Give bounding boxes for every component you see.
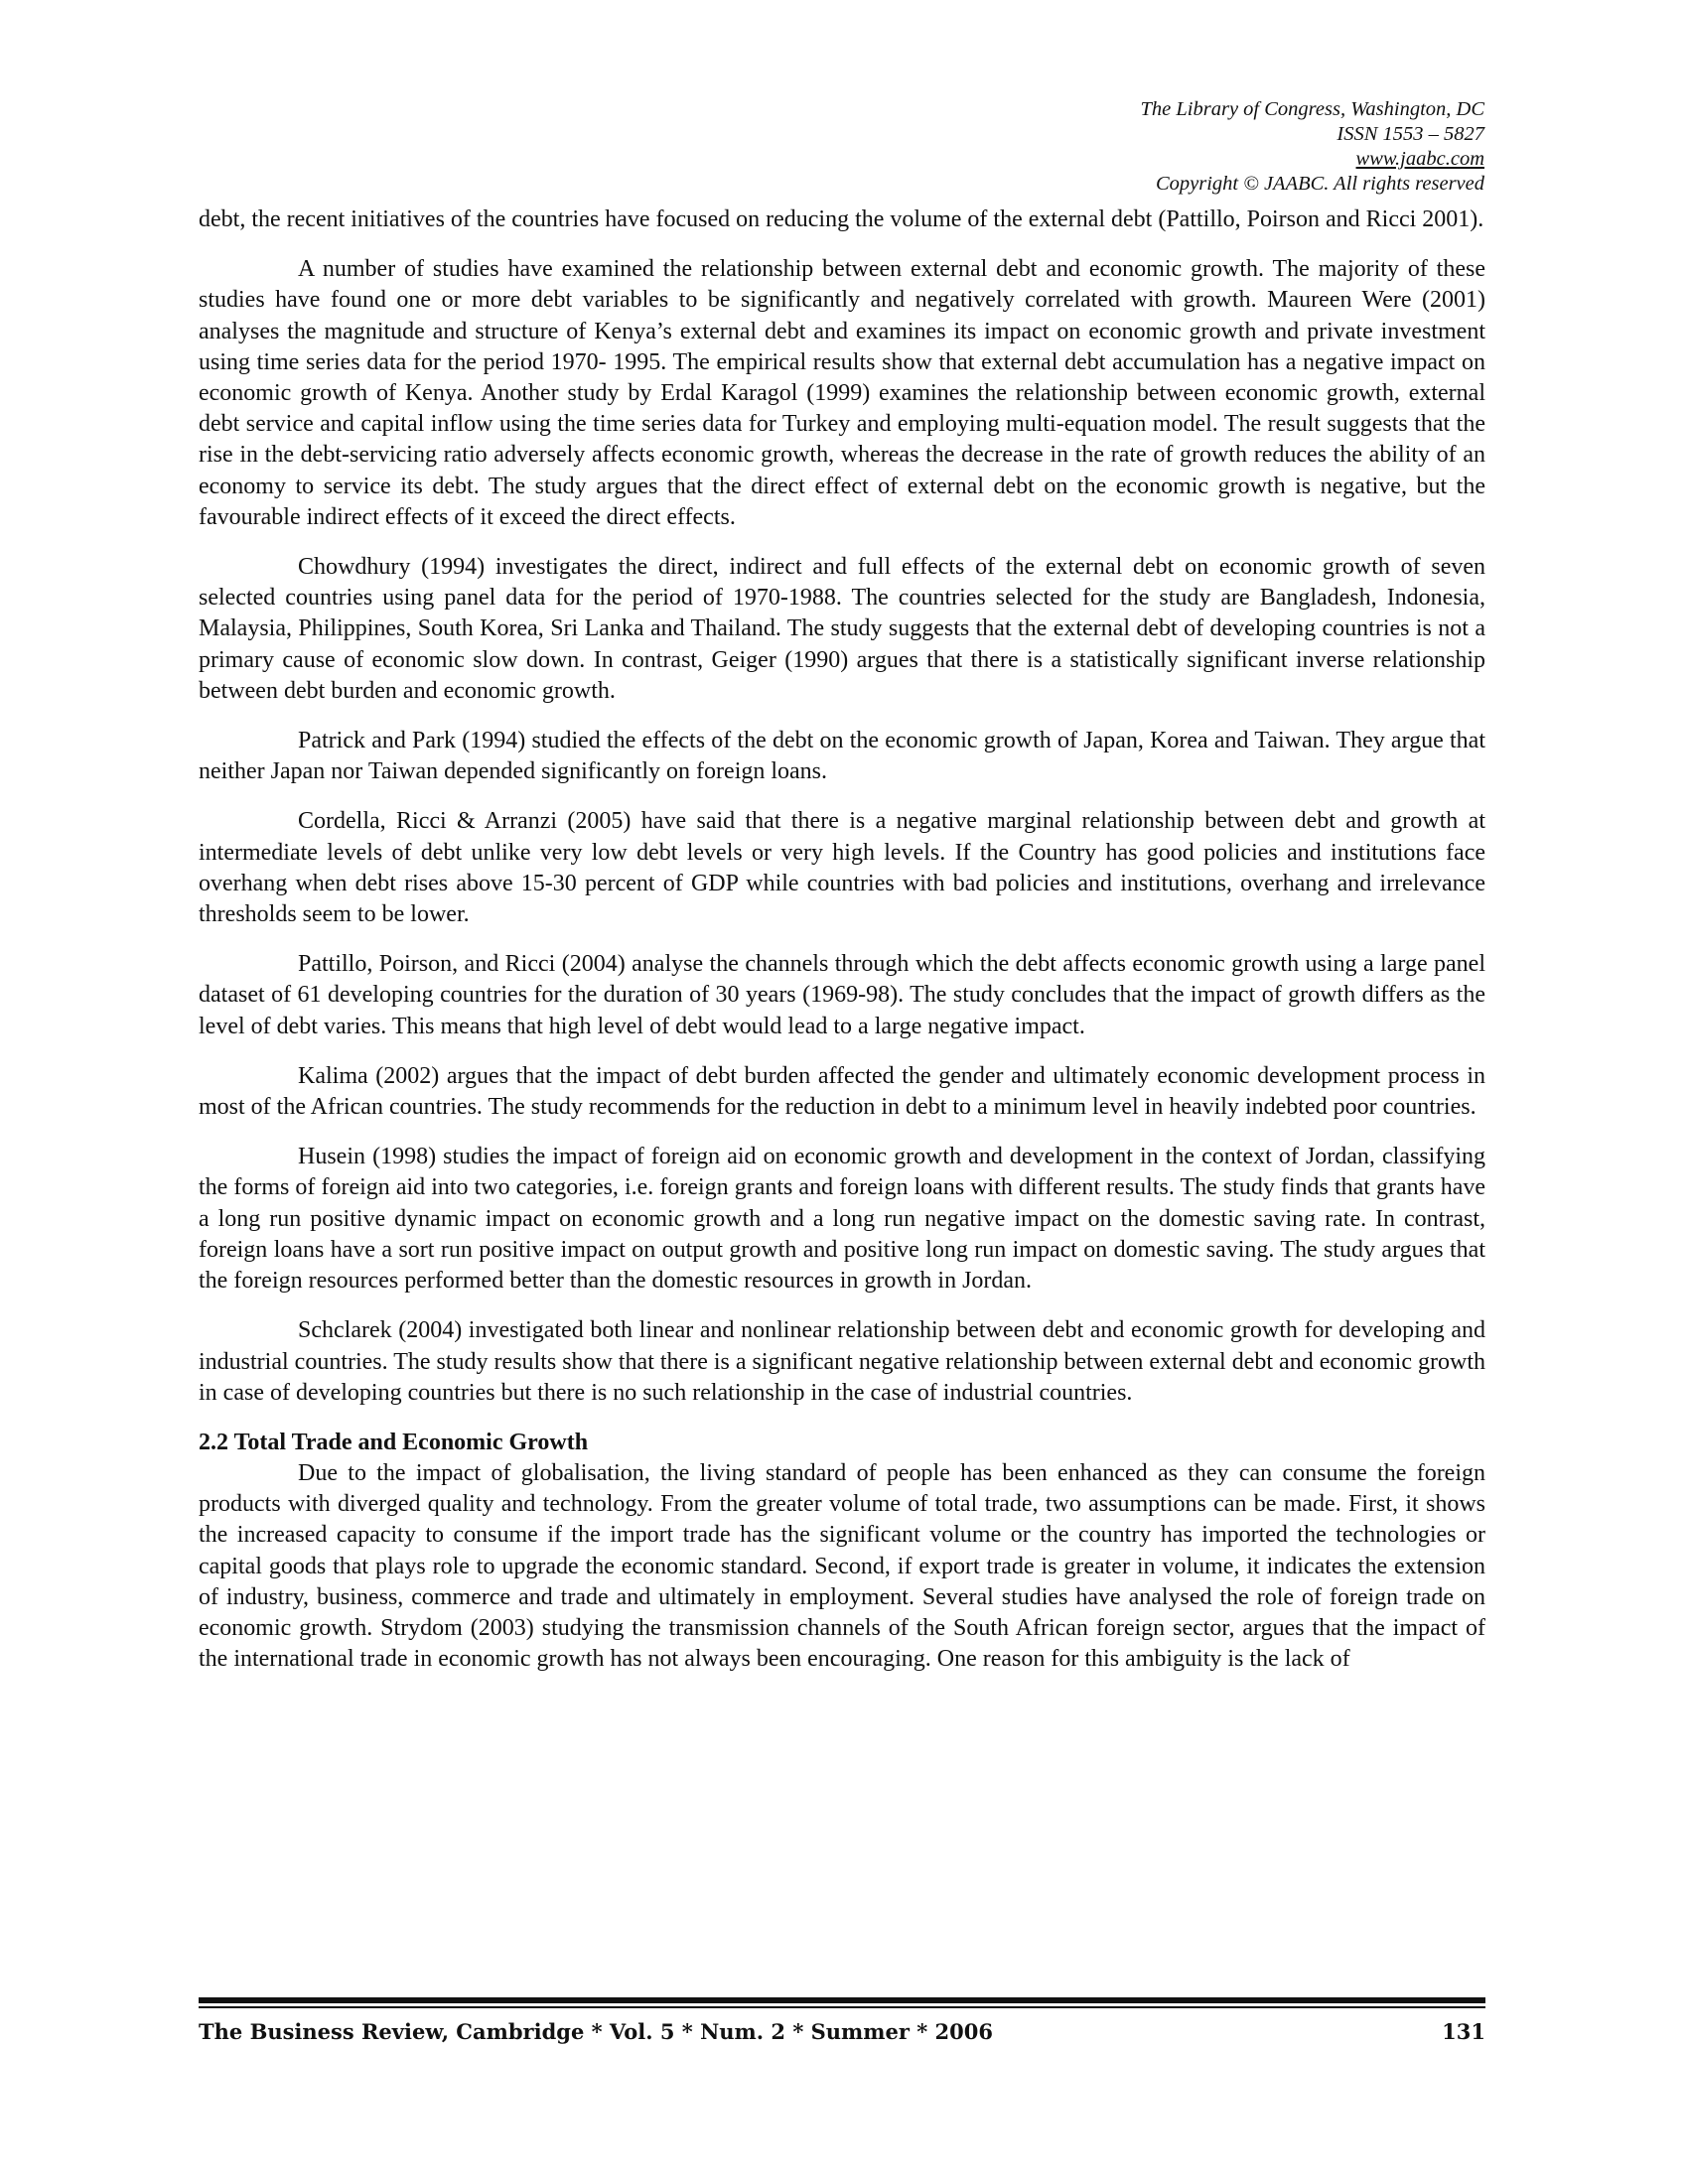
footer-rule-thick xyxy=(199,1997,1485,2003)
paragraph-pattillo: Pattillo, Poirson, and Ricci (2004) analyse the channels through which the debt affects economic growth using a large panel dataset of 61 developing countries for the duration of 30 years (1969-98). The study concludes that the impact of growth differs as the level of debt varies. This means that high level of debt would lead to a large negative impact. xyxy=(199,951,1485,1039)
header-library-line: The Library of Congress, Washington, DC xyxy=(1140,98,1484,120)
footer-rule-thin xyxy=(199,2006,1485,2008)
paragraph-patrick-park: Patrick and Park (1994) studied the effects of the debt on the economic growth of Japan, Korea and Taiwan. They argue that neither Japan nor Taiwan depended significantly on foreign loans. xyxy=(199,728,1485,785)
paragraph-cordella: Cordella, Ricci & Arranzi (2005) have said that there is a negative marginal relationship between debt and growth at intermediate levels of debt unlike very low debt levels or very high levels. If the Country has good policies and institutions face overhang when debt rises above 15-30 percent of GDP while countries with bad policies and institutions, overhang and irrelevance thresholds seem to be lower. xyxy=(199,808,1485,928)
paragraph-husein: Husein (1998) studies the impact of foreign aid on economic growth and development in the context of Jordan, classifying the forms of foreign aid into two categories, i.e. foreign grants and foreign loans with different results. The study finds that grants have a long run positive dynamic impact on economic growth and a long run negative impact on the domestic saving rate. In contrast, foreign loans have a sort run positive impact on output growth and positive long run impact on domestic saving. The study argues that the foreign resources performed better than the domestic resources in growth in Jordan. xyxy=(199,1144,1485,1295)
paragraph-schclarek: Schclarek (2004) investigated both linear and nonlinear relationship between debt and economic growth for developing and industrial countries. The study results show that there is a significant negative relationship between external debt and economic growth in case of developing countries but there is no such relationship in the case of industrial countries. xyxy=(199,1317,1485,1406)
header-website-link[interactable]: www.jaabc.com xyxy=(1355,148,1484,170)
header-issn-line: ISSN 1553 – 5827 xyxy=(1336,123,1484,145)
footer-journal-info: The Business Review, Cambridge * Vol. 5 * Num. 2 * Summer * 2006 xyxy=(199,2019,993,2044)
section-heading: 2.2 Total Trade and Economic Growth xyxy=(199,1429,589,1455)
paragraph-kalima: Kalima (2002) argues that the impact of debt burden affected the gender and ultimately economic development process in most of the African countries. The study recommends for the reduction in debt to a minimum level in heavily indebted poor countries. xyxy=(199,1062,1485,1121)
footer-page-number: 131 xyxy=(1442,2019,1485,2044)
paragraph-debt-growth-studies: A number of studies have examined the relationship between external debt and economic growth. The majority of these studies have found one or more debt variables to be significantly and negatively correlated with growth. Maureen Were (2001) analyses the magnitude and structure of Kenya’s external debt and examines its impact on economic growth and private investment using time series data for the period 1970- 1995. The empirical results show that external debt accumulation has a negative impact on economic growth of Kenya. Another study by Erdal Karagol (1999) examines the relationship between economic growth, external debt service and capital inflow using the time series data for Turkey and employing multi-equation model. The result suggests that the rise in the debt-servicing ratio adversely affects economic growth, whereas the decrease in the rate of growth reduces the ability of an economy to service its debt. The study argues that the direct effect of external debt on the economic growth is negative, but the favourable indirect effects of it exceed the direct effects. xyxy=(199,256,1485,530)
header-copyright-line: Copyright © JAABC. All rights reserved xyxy=(1155,173,1484,195)
paragraph-continuation: debt, the recent initiatives of the countries have focused on reducing the volume of the external debt (Pattillo, Poirson and Ricci 2001). xyxy=(199,206,1484,232)
page-header xyxy=(789,97,1484,197)
paragraph-chowdhury: Chowdhury (1994) investigates the direct, indirect and full effects of the external debt on economic growth of seven selected countries using panel data for the period of 1970-1988. The countries selected for the study are Bangladesh, Indonesia, Malaysia, Philippines, South Korea, Sri Lanka and Thailand. The study suggests that the external debt of developing countries is not a primary cause of economic slow down. In contrast, Geiger (1990) argues that there is a statistically significant inverse relationship between debt burden and economic growth. xyxy=(199,554,1485,704)
page-footer xyxy=(199,2019,1485,2044)
article-body xyxy=(199,205,1485,1675)
paragraph-total-trade: Due to the impact of globalisation, the living standard of people has been enhanced as they can consume the foreign products with diverged quality and technology. From the greater volume of total trade, two assumptions can be made. First, it shows the increased capacity to consume if the import trade has the significant volume or the country has imported the technologies or capital goods that plays role to upgrade the economic standard. Second, if export trade is greater in volume, it indicates the extension of industry, business, commerce and trade and ultimately in employment. Several studies have analysed the role of foreign trade on economic growth. Strydom (2003) studying the transmission channels of the South African foreign sector, argues that the impact of the international trade in economic growth has not always been encouraging. One reason for this ambiguity is the lack of xyxy=(199,1459,1485,1673)
